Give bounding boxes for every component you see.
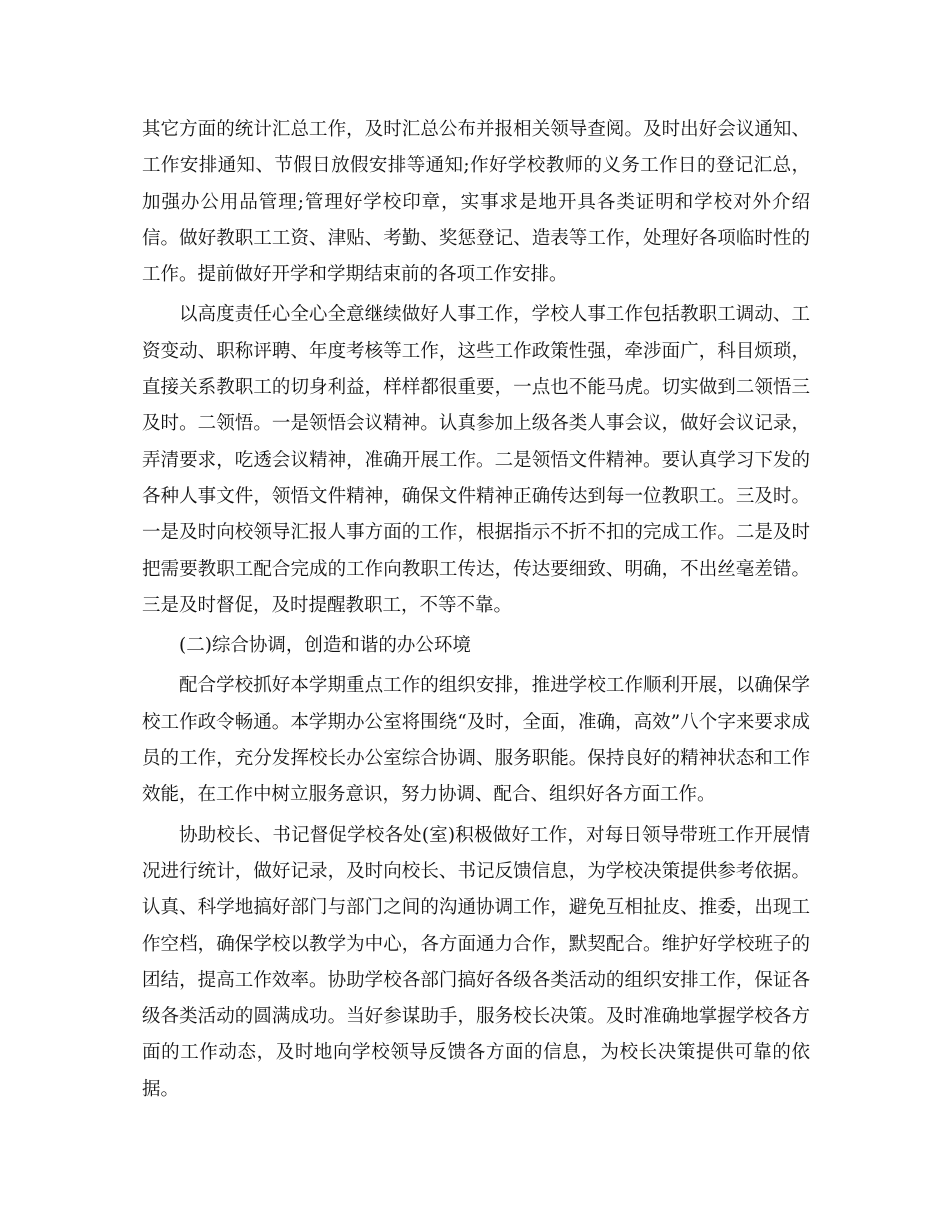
section-heading: (二)综合协调，创造和谐的办公环境 [179, 635, 471, 657]
paragraph-assist-leadership: 协助校长、书记督促学校各处(室)积极做好工作，对每日领导带班工作开展情况进行统计，做好记录，及时向校长、书记反馈信息，为学校决策提供参考依据。认真、科学地搞好部门与部门之间的沟通协调工作，避免互相扯皮、推委，出现工作空档，确保学校以教学为中心，各方面通力合作，默契配合。维护好学校班子的团结，提高工作效率。协助学校各部门搞好各级各类活动的组织安排工作，保证各级各类活动的圆满成功。当好参谋助手，服务校长决策。及时准确地掌握学校各方面的工作动态，及时地向学校领导反馈各方面的信息，为校长决策提供可靠的依据。 [142, 824, 810, 1100]
paragraph-personnel-work: 以高度责任心全心全意继续做好人事工作，学校人事工作包括教职工调动、工资变动、职称评聘、年度考核等工作，这些工作政策性强，牵涉面广，科目烦琐，直接关系教职工的切身利益，样样都很重要，一点也不能马虎。切实做到二领悟三及时。二领悟。一是领悟会议精神。认真参加上级各类人事会议，做好会议记录，弄清要求，吃透会议精神，准确开展工作。二是领悟文件精神。要认真学习下发的各种人事文件，领悟文件精神，确保文件精神正确传达到每一位教职工。三及时。一是及时向校领导汇报人事方面的工作，根据指示不折不扣的完成工作。二是及时把需要教职工配合完成的工作向教职工传达，传达要细致、明确，不出丝毫差错。三是及时督促，及时提醒教职工，不等不靠。 [142, 304, 810, 616]
document-page [142, 112, 810, 1112]
paragraph-coordination: 配合学校抓好本学期重点工作的组织安排，推进学校工作顺利开展，以确保学校工作政令畅通。本学期办公室将围绕“及时，全面，准确，高效”八个字来要求成员的工作，充分发挥校长办公室综合协调、服务职能。保持良好的精神状态和工作效能，在工作中树立服务意识，努力协调、配合、组织好各方面工作。 [142, 675, 810, 806]
paragraph-continuation: 其它方面的统计汇总工作，及时汇总公布并报相关领导查阅。及时出好会议通知、工作安排通知、节假日放假安排等通知;作好学校教师的义务工作日的登记汇总，加强办公用品管理;管理好学校印章，实事求是地开具各类证明和学校对外介绍信。做好教职工工资、津贴、考勤、奖惩登记、造表等工作，处理好各项临时性的工作。提前做好开学和学期结束前的各项工作安排。 [142, 119, 810, 286]
